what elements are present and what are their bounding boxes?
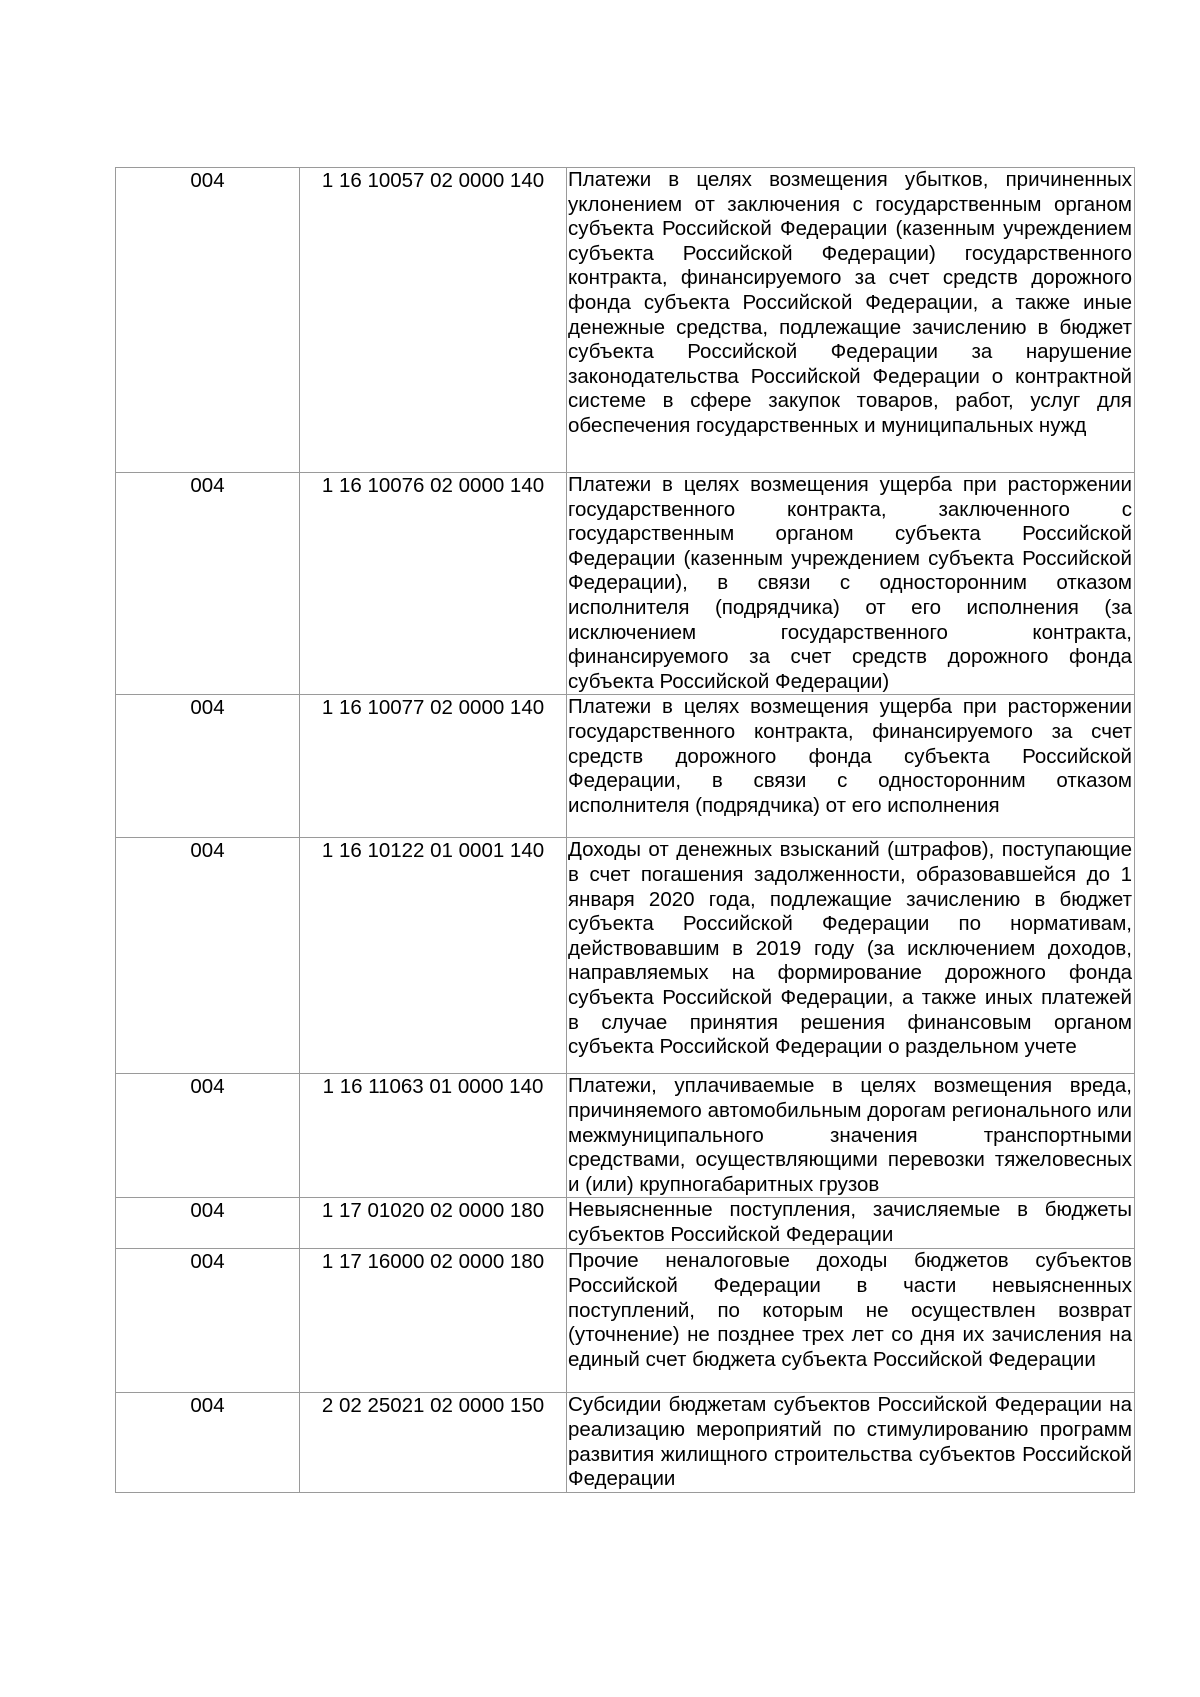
admin-code: 004 [190,474,225,497]
revenue-name-cell [567,1074,1135,1198]
table-row [116,1074,1135,1198]
revenue-code-cell [300,838,567,1074]
table-row [116,1198,1135,1249]
revenue-code-cell [300,1198,567,1249]
revenue-name: Платежи в целях возмещения убытков, причиненных уклонением от заключения с государственным органом субъекта Российской Федерации (казенным учреждением субъекта Российской Федерации) государственного контракта, финансируемого за счет средств дорожного фонда субъекта Российской Федерации, а также иные денежные средства, подлежащие зачислению в бюджет субъекта Российской Федерации за нарушение законодательства Российской Федерации о контрактной системе в сфере закупок товаров, работ, услуг для обеспечения государственных и муниципальных нужд [568,168,1132,437]
revenue-name: Платежи в целях возмещения ущерба при расторжении государственного контракта, финансируемого за счет средств дорожного фонда субъекта Российской Федерации, в связи с односторонним отказом исполнителя (подрядчика) от его исполнения [568,695,1132,817]
admin-code: 004 [190,1199,225,1223]
revenue-code-cell [300,1393,567,1492]
revenue-name: Платежи, уплачиваемые в целях возмещения вреда, причиняемого автомобильным дорогам регионального или межмуниципального значения транспортными средствами, осуществляющими перевозки тяжеловесных и (или) крупногабаритных грузов [568,1074,1132,1196]
revenue-code-cell [300,168,567,473]
revenue-name-cell [567,838,1135,1074]
revenue-name-cell [567,1198,1135,1249]
revenue-name-cell [567,695,1135,838]
admin-code: 004 [190,1075,225,1099]
revenue-code: 1 16 10057 02 0000 140 [321,169,545,192]
revenue-code-cell [300,1249,567,1393]
admin-code-cell [116,1393,300,1492]
revenue-name: Прочие неналоговые доходы бюджетов субъектов Российской Федерации в части невыясненных поступлений, по которым не осуществлен возврат (уточнение) не позднее трех лет со дня их зачисления на единый счет бюджета субъекта Российской Федерации [568,1249,1132,1371]
admin-code-cell [116,168,300,473]
revenue-code: 1 16 10077 02 0000 140 [321,696,545,720]
revenue-name-cell [567,473,1135,695]
table-body [116,168,1135,1493]
budget-classification-table [115,167,1135,1493]
admin-code-cell [116,473,300,695]
admin-code: 004 [190,1394,225,1418]
table-row [116,1249,1135,1393]
revenue-code: 1 17 01020 02 0000 180 [321,1199,545,1223]
revenue-name: Платежи в целях возмещения ущерба при расторжении государственного контракта, заключенного с государственным органом субъекта Российской Федерации (казенным учреждением субъекта Российской Федерации), в связи с односторонним отказом исполнителя (подрядчика) от его исполнения (за исключением государственного контракта, финансируемого за счет средств дорожного фонда субъекта Российской Федерации) [568,473,1132,693]
revenue-code-cell [300,695,567,838]
admin-code-cell [116,1198,300,1249]
revenue-name-cell [567,1249,1135,1393]
admin-code-cell [116,695,300,838]
revenue-name: Невыясненные поступления, зачисляемые в бюджеты субъектов Российской Федерации [568,1198,1132,1246]
revenue-code: 1 16 11063 01 0000 140 [322,1075,544,1099]
table-row [116,473,1135,695]
admin-code: 004 [190,169,225,192]
revenue-code-cell [300,473,567,695]
revenue-code: 1 16 10122 01 0001 140 [321,839,545,863]
admin-code-cell [116,1074,300,1198]
admin-code: 004 [190,1250,225,1274]
admin-code: 004 [190,839,225,863]
admin-code-cell [116,1249,300,1393]
table-row [116,695,1135,838]
revenue-name-cell [567,168,1135,473]
revenue-name: Субсидии бюджетам субъектов Российской Федерации на реализацию мероприятий по стимулированию программ развития жилищного строительства субъектов Российской Федерации [568,1393,1132,1491]
admin-code: 004 [190,696,225,720]
revenue-code: 2 02 25021 02 0000 150 [321,1394,545,1418]
table-row [116,168,1135,473]
revenue-code: 1 16 10076 02 0000 140 [321,474,545,497]
revenue-code: 1 17 16000 02 0000 180 [321,1250,545,1274]
table-row [116,838,1135,1074]
table-row [116,1393,1135,1492]
revenue-name: Доходы от денежных взысканий (штрафов), поступающие в счет погашения задолженности, образовавшейся до 1 января 2020 года, подлежащие зачислению в бюджет субъекта Российской Федерации по нормативам, действовавшим в 2019 году (за исключением доходов, направляемых на формирование дорожного фонда субъекта Российской Федерации, а также иных платежей в случае принятия решения финансовым органом субъекта Российской Федерации о раздельном учете [568,838,1132,1059]
revenue-code-cell [300,1074,567,1198]
admin-code-cell [116,838,300,1074]
revenue-name-cell [567,1393,1135,1492]
